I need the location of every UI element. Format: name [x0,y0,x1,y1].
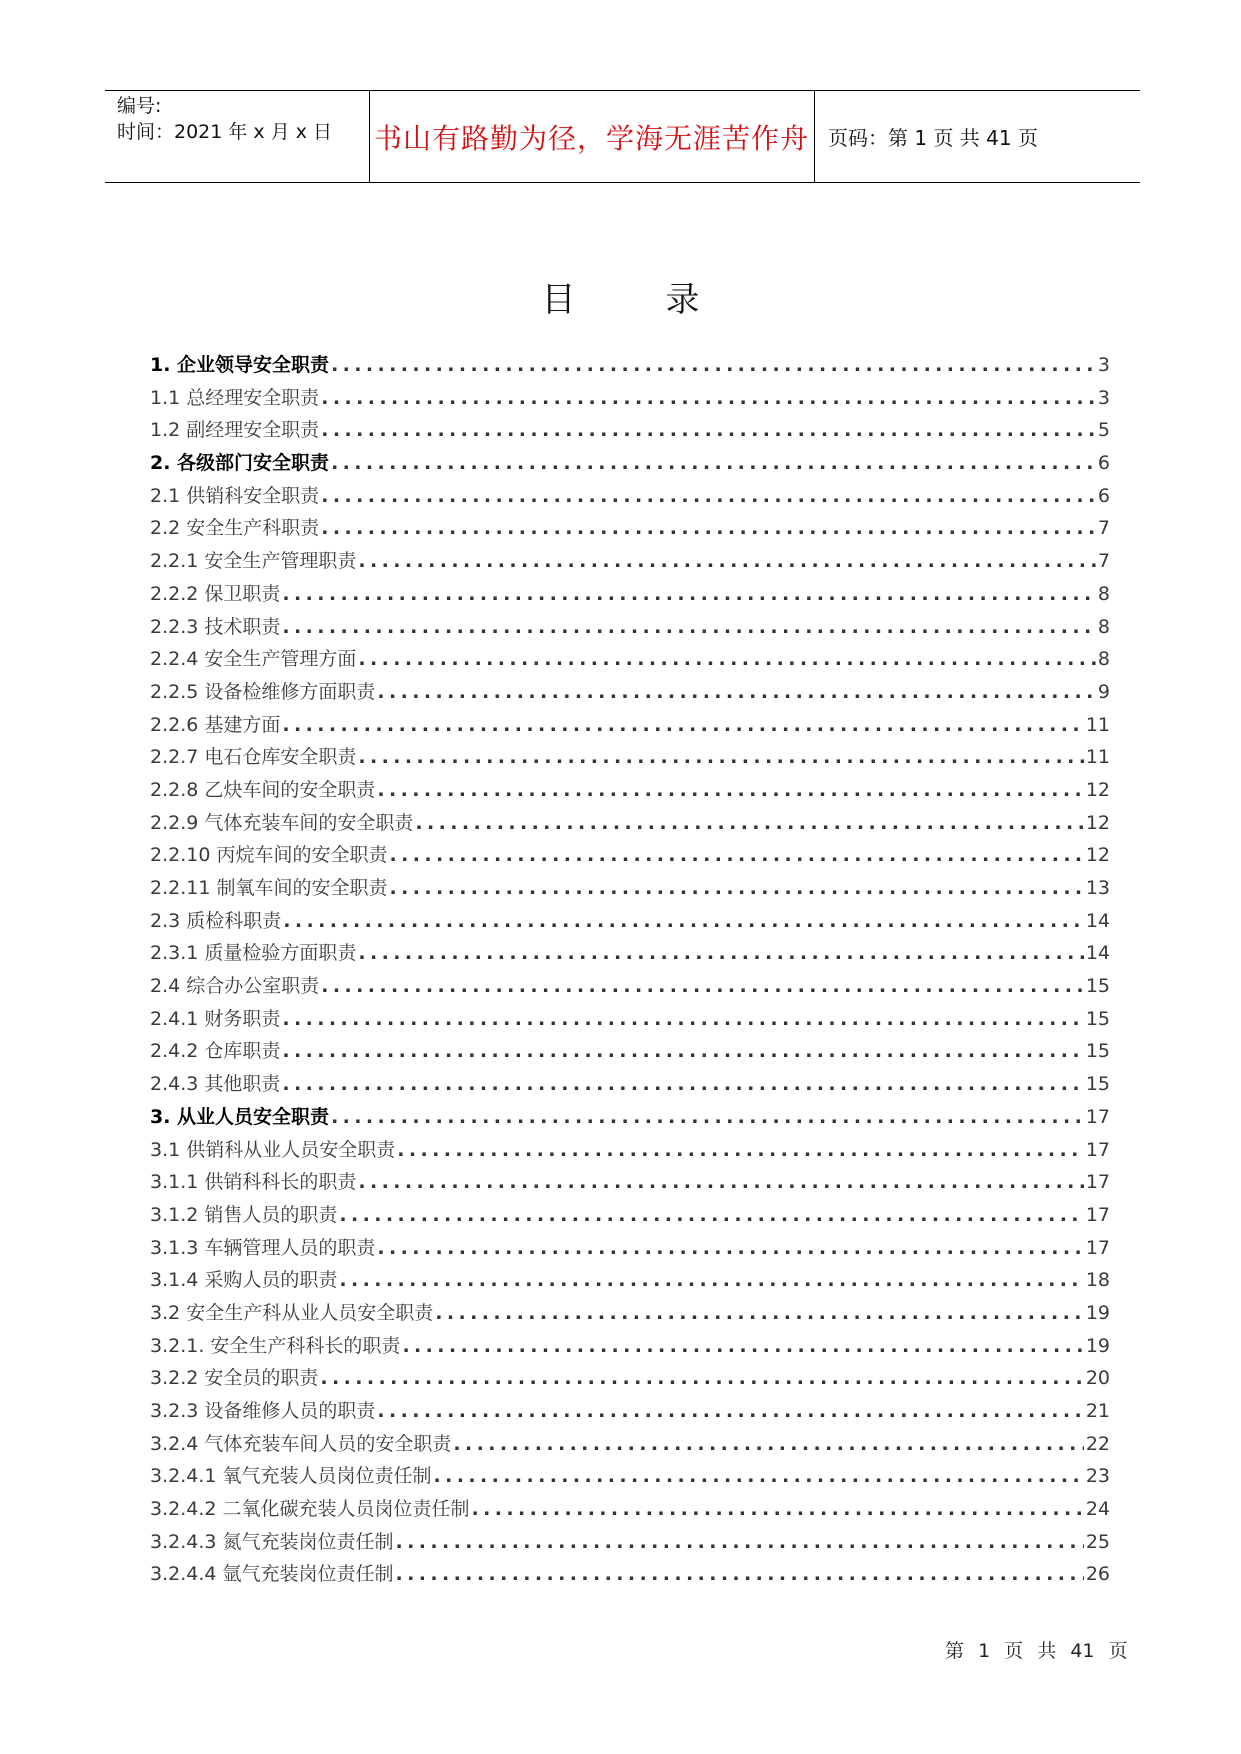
title-char-2: 录 [665,280,700,320]
toc-entry-page-number: 17 [1085,1105,1110,1128]
toc-leader-dots [358,550,1096,572]
toc-entry[interactable] [150,775,1110,808]
toc-entry-page-number: 6 [1097,452,1110,475]
toc-entry-label: 1.2 副经理安全职责 [150,419,320,442]
toc-entry[interactable] [150,415,1110,448]
toc-entry[interactable] [150,612,1110,645]
toc-leader-dots [377,779,1083,801]
toc-entry-label: 2.2.11 制氧车间的安全职责 [150,877,388,899]
toc-leader-dots [402,1335,1083,1357]
toc-entry-label: 2.3.1 质量检验方面职责 [150,942,357,965]
toc-entry-label: 3.1.2 销售人员的职责 [150,1203,338,1226]
toc-entry[interactable] [150,579,1110,612]
toc-leader-dots [320,1367,1083,1389]
toc-entry[interactable] [150,906,1110,939]
toc-entry[interactable] [150,1461,1110,1494]
toc-entry-label: 3.2.4.4 氩气充装岗位责任制 [150,1563,394,1586]
toc-entry-page-number: 12 [1085,844,1110,867]
toc-entry[interactable] [150,1069,1110,1102]
table-of-contents [150,350,1110,1592]
toc-entry[interactable] [150,644,1110,677]
toc-entry[interactable] [150,1102,1110,1135]
toc-leader-dots [321,419,1096,441]
toc-entry-label: 3.2 安全生产科从业人员安全职责 [150,1301,434,1324]
toc-entry-label: 2.2.3 技术职责 [150,615,281,638]
toc-entry-page-number: 8 [1097,582,1110,605]
toc-entry-page-number: 6 [1097,484,1110,507]
toc-entry-label: 3.2.1. 安全生产科科长的职责 [150,1334,401,1357]
toc-leader-dots [453,1433,1083,1455]
toc-entry[interactable] [150,350,1110,383]
toc-entry-label: 2.4.1 财务职责 [150,1007,281,1030]
toc-entry[interactable] [150,448,1110,481]
toc-entry[interactable] [150,1265,1110,1298]
toc-leader-dots [282,1008,1083,1030]
toc-entry[interactable] [150,1559,1110,1592]
toc-leader-dots [415,812,1083,834]
toc-entry-label: 2.2.4 安全生产管理方面 [150,648,357,671]
toc-entry-label: 2.1 供销科安全职责 [150,484,320,507]
header-page-cell [814,91,1140,182]
header-motto-cell [369,91,815,182]
toc-entry-page-number: 5 [1097,419,1110,442]
toc-entry[interactable] [150,971,1110,1004]
toc-entry-page-number: 23 [1085,1465,1110,1488]
toc-entry-label: 3.2.2 安全员的职责 [150,1367,319,1390]
toc-entry-page-number: 3 [1097,354,1110,376]
toc-leader-dots [377,1237,1083,1259]
page-title [0,272,1241,321]
toc-leader-dots [389,844,1083,866]
toc-leader-dots [282,583,1096,605]
toc-entry[interactable] [150,1004,1110,1037]
footer-text: 共 [1037,1640,1057,1662]
toc-entry-page-number: 19 [1085,1334,1110,1357]
toc-leader-dots [331,1106,1084,1128]
toc-entry-page-number: 13 [1085,877,1110,899]
toc-entry-label: 2.2.9 气体充装车间的安全职责 [150,811,414,834]
toc-entry-label: 2.4.2 仓库职责 [150,1040,281,1063]
toc-leader-dots [358,1171,1083,1193]
toc-entry[interactable] [150,1494,1110,1527]
toc-leader-dots [282,1040,1083,1062]
toc-entry-label: 1.1 总经理安全职责 [150,386,320,409]
toc-entry[interactable] [150,808,1110,841]
document-number-label: 编号: [117,95,162,117]
toc-entry-page-number: 3 [1097,386,1110,409]
toc-entry-page-number: 19 [1085,1301,1110,1324]
toc-entry[interactable] [150,1396,1110,1429]
header-info-cell [105,91,370,182]
toc-entry-page-number: 24 [1085,1498,1110,1521]
toc-entry-page-number: 12 [1085,778,1110,801]
document-header [105,90,1140,183]
toc-entry-label: 3.2.4 气体充装车间人员的安全职责 [150,1432,452,1455]
toc-entry-page-number: 12 [1085,811,1110,834]
toc-entry[interactable] [150,1135,1110,1168]
toc-entry-page-number: 8 [1097,648,1110,671]
toc-entry-label: 3.2.3 设备维修人员的职责 [150,1400,376,1422]
toc-entry-page-number: 9 [1097,680,1110,703]
footer-current-page: 1 [978,1640,991,1662]
toc-entry-label: 2.2 安全生产科职责 [150,517,320,540]
toc-entry-label: 2.2.8 乙炔车间的安全职责 [150,778,376,801]
toc-leader-dots [331,452,1096,474]
toc-entry-page-number: 15 [1085,1007,1110,1030]
header-motto: 书山有路勤为径，学海无涯苦作舟 [373,121,809,155]
toc-entry[interactable] [150,481,1110,514]
toc-entry[interactable] [150,1298,1110,1331]
toc-leader-dots [331,354,1096,376]
toc-leader-dots [358,746,1083,768]
toc-entry-page-number: 14 [1085,942,1110,965]
toc-entry-label: 2.4.3 其他职责 [150,1073,281,1096]
toc-entry-label: 3.1 供销科从业人员安全职责 [150,1138,396,1161]
toc-entry-label: 3.1.1 供销科科长的职责 [150,1171,357,1194]
toc-leader-dots [282,1073,1083,1095]
toc-entry-label: 1. 企业领导安全职责 [150,354,330,376]
toc-leader-dots [339,1269,1083,1291]
toc-leader-dots [339,1204,1083,1226]
toc-entry[interactable] [150,1331,1110,1364]
toc-entry[interactable] [150,1233,1110,1266]
toc-leader-dots [358,648,1096,670]
header-page-info: 页码：第 1 页 共 41 页 [828,126,1038,150]
toc-entry-label: 3.2.4.3 氮气充装岗位责任制 [150,1530,394,1553]
toc-entry-page-number: 17 [1085,1236,1110,1259]
toc-entry[interactable] [150,938,1110,971]
toc-entry-page-number: 17 [1085,1171,1110,1194]
toc-entry-page-number: 20 [1085,1367,1110,1390]
toc-entry-label: 2.2.1 安全生产管理职责 [150,550,357,573]
toc-entry[interactable] [150,677,1110,710]
toc-entry-label: 3.2.4.2 二氧化碳充装人员岗位责任制 [150,1498,470,1521]
toc-entry-label: 2.4 综合办公室职责 [150,975,320,998]
footer-total-pages: 41 [1070,1640,1095,1662]
toc-entry[interactable] [150,1167,1110,1200]
toc-entry-label: 3.1.4 采购人员的职责 [150,1269,338,1292]
toc-entry[interactable] [150,873,1110,906]
toc-entry-label: 3. 从业人员安全职责 [150,1105,330,1128]
toc-entry-page-number: 7 [1097,550,1110,573]
toc-entry-page-number: 22 [1085,1432,1110,1455]
footer-text: 第 [945,1640,965,1662]
toc-leader-dots [321,517,1096,539]
toc-entry[interactable] [150,1363,1110,1396]
toc-entry-page-number: 8 [1097,615,1110,638]
toc-leader-dots [358,942,1083,964]
toc-leader-dots [321,975,1084,997]
toc-entry-page-number: 25 [1085,1530,1110,1553]
toc-leader-dots [282,714,1083,736]
toc-entry[interactable] [150,1429,1110,1462]
toc-entry[interactable] [150,1036,1110,1069]
toc-leader-dots [434,1465,1084,1487]
toc-entry-page-number: 15 [1085,1040,1110,1063]
toc-entry[interactable] [150,742,1110,775]
page-footer [945,1636,1136,1663]
toc-entry-label: 2.2.7 电石仓库安全职责 [150,746,357,769]
toc-entry-label: 3.2.4.1 氧气充装人员岗位责任制 [150,1465,432,1488]
document-time-label: 时间：2021 年 x 月 x 日 [117,121,333,143]
toc-entry[interactable] [150,383,1110,416]
toc-entry[interactable] [150,1200,1110,1233]
toc-leader-dots [396,1563,1084,1585]
toc-entry-page-number: 11 [1085,713,1110,736]
toc-entry-label: 2.2.10 丙烷车间的安全职责 [150,844,388,867]
toc-entry-label: 2.3 质检科职责 [150,909,282,932]
toc-leader-dots [321,485,1096,507]
toc-entry-label: 2.2.5 设备检维修方面职责 [150,680,376,703]
toc-leader-dots [282,616,1096,638]
toc-leader-dots [377,1400,1083,1422]
toc-entry-page-number: 17 [1085,1138,1110,1161]
toc-entry-label: 2.2.6 基建方面 [150,713,281,736]
toc-entry-page-number: 21 [1085,1400,1110,1422]
toc-entry-label: 3.1.3 车辆管理人员的职责 [150,1236,376,1259]
toc-entry[interactable] [150,513,1110,546]
toc-leader-dots [397,1139,1084,1161]
toc-entry-page-number: 26 [1085,1563,1110,1586]
toc-leader-dots [283,910,1084,932]
toc-entry-page-number: 17 [1085,1203,1110,1226]
toc-leader-dots [396,1531,1084,1553]
toc-entry-page-number: 15 [1085,975,1110,998]
toc-leader-dots [389,877,1083,899]
toc-entry-label: 2. 各级部门安全职责 [150,452,330,475]
footer-text: 页 [1108,1640,1128,1662]
toc-entry-page-number: 7 [1097,517,1110,540]
toc-entry-page-number: 11 [1085,746,1110,769]
toc-entry[interactable] [150,710,1110,743]
toc-leader-dots [472,1498,1084,1520]
toc-leader-dots [435,1302,1084,1324]
title-char-1: 目 [541,280,576,320]
toc-entry[interactable] [150,840,1110,873]
toc-entry-page-number: 18 [1085,1269,1110,1292]
toc-entry[interactable] [150,1527,1110,1560]
footer-text: 页 [1004,1640,1024,1662]
toc-entry-page-number: 15 [1085,1073,1110,1096]
toc-leader-dots [377,681,1096,703]
toc-leader-dots [321,387,1096,409]
toc-entry-label: 2.2.2 保卫职责 [150,582,281,605]
toc-entry[interactable] [150,546,1110,579]
toc-entry-page-number: 14 [1085,909,1110,932]
